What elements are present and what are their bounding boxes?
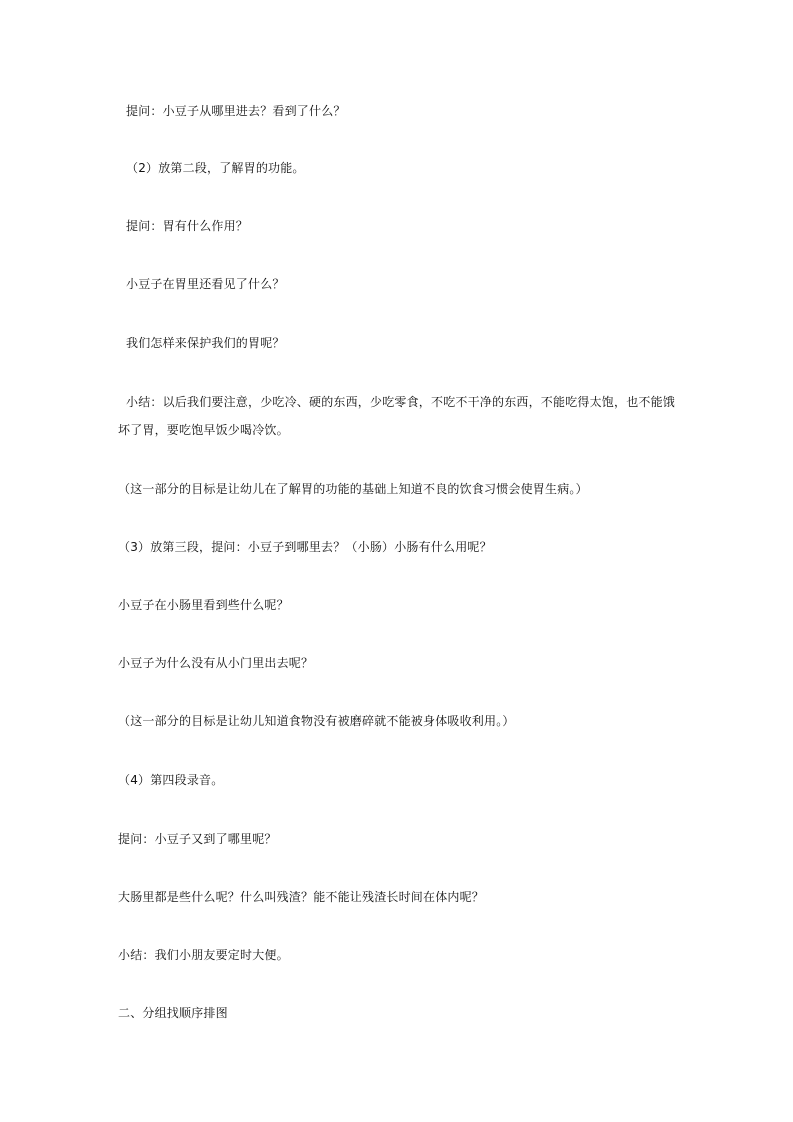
paragraph-question-where: 提问：小豆子又到了哪里呢？	[118, 832, 277, 846]
paragraph-step-3: （3）放第三段，提问：小豆子到哪里去？（小肠）小肠有什么用呢？	[118, 540, 492, 554]
paragraph-step-2: （2）放第二段，了解胃的功能。	[126, 161, 305, 175]
paragraph-step-4: （4）第四段录音。	[118, 773, 224, 787]
paragraph-summary-line1: 小结：以后我们要注意，少吃冷、硬的东西，少吃零食，不吃不干净的东西，不能吃得太饱，也不能饿	[126, 395, 676, 409]
paragraph-protect-stomach: 我们怎样来保护我们的胃呢？	[126, 336, 285, 350]
paragraph-small-door: 小豆子为什么没有从小门里出去呢？	[118, 656, 314, 670]
paragraph-summary-bowel: 小结：我们小朋友要定时大便。	[118, 948, 289, 962]
paragraph-goal-stomach: （这一部分的目标是让幼儿在了解胃的功能的基础上知道不良的饮食习惯会使胃生病。）	[118, 482, 588, 496]
paragraph-stomach-seen: 小豆子在胃里还看见了什么？	[126, 277, 285, 291]
paragraph-question-entry: 提问：小豆子从哪里进去？看到了什么？	[126, 104, 346, 118]
paragraph-question-stomach: 提问：胃有什么作用？	[126, 219, 249, 233]
paragraph-goal-absorption: （这一部分的目标是让幼儿知道食物没有被磨碎就不能被身体吸收利用。）	[118, 714, 515, 728]
paragraph-small-intestine-seen: 小豆子在小肠里看到些什么呢？	[118, 598, 289, 612]
paragraph-large-intestine: 大肠里都是些什么呢？什么叫残渣？能不能让残渣长时间在体内呢？	[118, 890, 485, 904]
section-heading-group-sort: 二、分组找顺序排图	[118, 1006, 228, 1020]
paragraph-summary-line2: 坏了胃，要吃饱早饭少喝冷饮。	[118, 423, 289, 437]
